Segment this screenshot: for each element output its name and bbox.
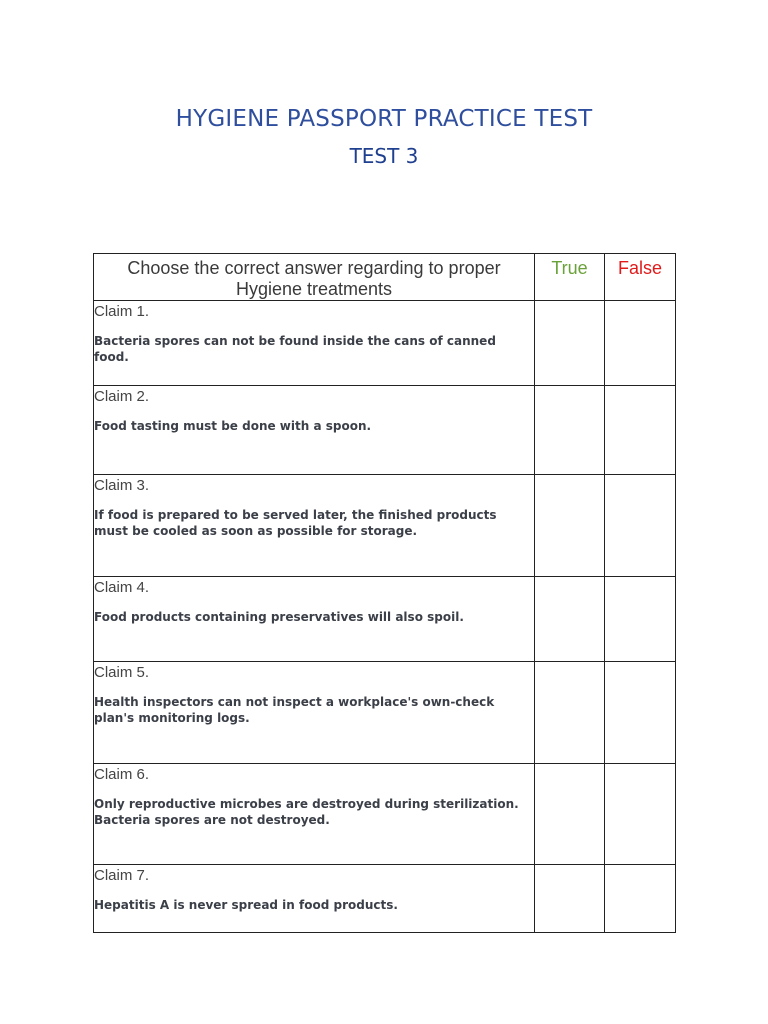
claim-label: Claim 4. <box>94 579 150 596</box>
false-answer-cell[interactable] <box>605 662 676 764</box>
claim-cell <box>94 764 535 865</box>
true-answer-cell[interactable] <box>535 662 605 764</box>
claim-cell <box>94 662 535 764</box>
table-header-row <box>94 254 676 301</box>
table-row <box>94 577 676 662</box>
claim-text: Hepatitis A is never spread in food products. <box>94 898 398 912</box>
true-answer-cell[interactable] <box>535 386 605 475</box>
claim-label: Claim 1. <box>94 303 150 320</box>
claim-cell <box>94 865 535 933</box>
page-title: HYGIENE PASSPORT PRACTICE TEST <box>175 106 593 132</box>
false-header: False <box>617 258 662 278</box>
table-row <box>94 865 676 933</box>
claim-text: If food is prepared to be served later, the finished products must be cooled as soon as possible for storage. <box>94 508 497 538</box>
claim-label: Claim 5. <box>94 664 150 681</box>
claim-label: Claim 3. <box>94 477 150 494</box>
table-row <box>94 301 676 386</box>
page-subtitle: TEST 3 <box>349 144 419 168</box>
claim-cell <box>94 386 535 475</box>
claim-text: Health inspectors can not inspect a workplace's own-check plan's monitoring logs. <box>94 695 495 725</box>
table-row <box>94 386 676 475</box>
claim-label: Claim 6. <box>94 766 150 783</box>
table-row <box>94 475 676 577</box>
question-header-cell <box>94 254 535 301</box>
claim-label: Claim 2. <box>94 388 150 405</box>
claims-table <box>93 253 676 933</box>
true-header: True <box>551 258 588 278</box>
true-header-cell <box>535 254 605 301</box>
claim-text: Food tasting must be done with a spoon. <box>94 419 372 433</box>
true-answer-cell[interactable] <box>535 865 605 933</box>
claim-label: Claim 7. <box>94 867 150 884</box>
true-answer-cell[interactable] <box>535 577 605 662</box>
claim-cell <box>94 301 535 386</box>
false-answer-cell[interactable] <box>605 865 676 933</box>
question-header: Choose the correct answer regarding to proper Hygiene treatments <box>127 258 501 299</box>
claim-text: Only reproductive microbes are destroyed during sterilization. Bacteria spores are not destroyed. <box>94 797 519 827</box>
claim-text: Food products containing preservatives will also spoil. <box>94 610 464 624</box>
table-row <box>94 662 676 764</box>
false-answer-cell[interactable] <box>605 577 676 662</box>
true-answer-cell[interactable] <box>535 301 605 386</box>
true-answer-cell[interactable] <box>535 764 605 865</box>
false-answer-cell[interactable] <box>605 301 676 386</box>
table-row <box>94 764 676 865</box>
claim-cell <box>94 577 535 662</box>
claim-text: Bacteria spores can not be found inside the cans of canned food. <box>94 334 496 364</box>
false-header-cell <box>605 254 676 301</box>
false-answer-cell[interactable] <box>605 386 676 475</box>
false-answer-cell[interactable] <box>605 764 676 865</box>
true-answer-cell[interactable] <box>535 475 605 577</box>
claim-cell <box>94 475 535 577</box>
false-answer-cell[interactable] <box>605 475 676 577</box>
